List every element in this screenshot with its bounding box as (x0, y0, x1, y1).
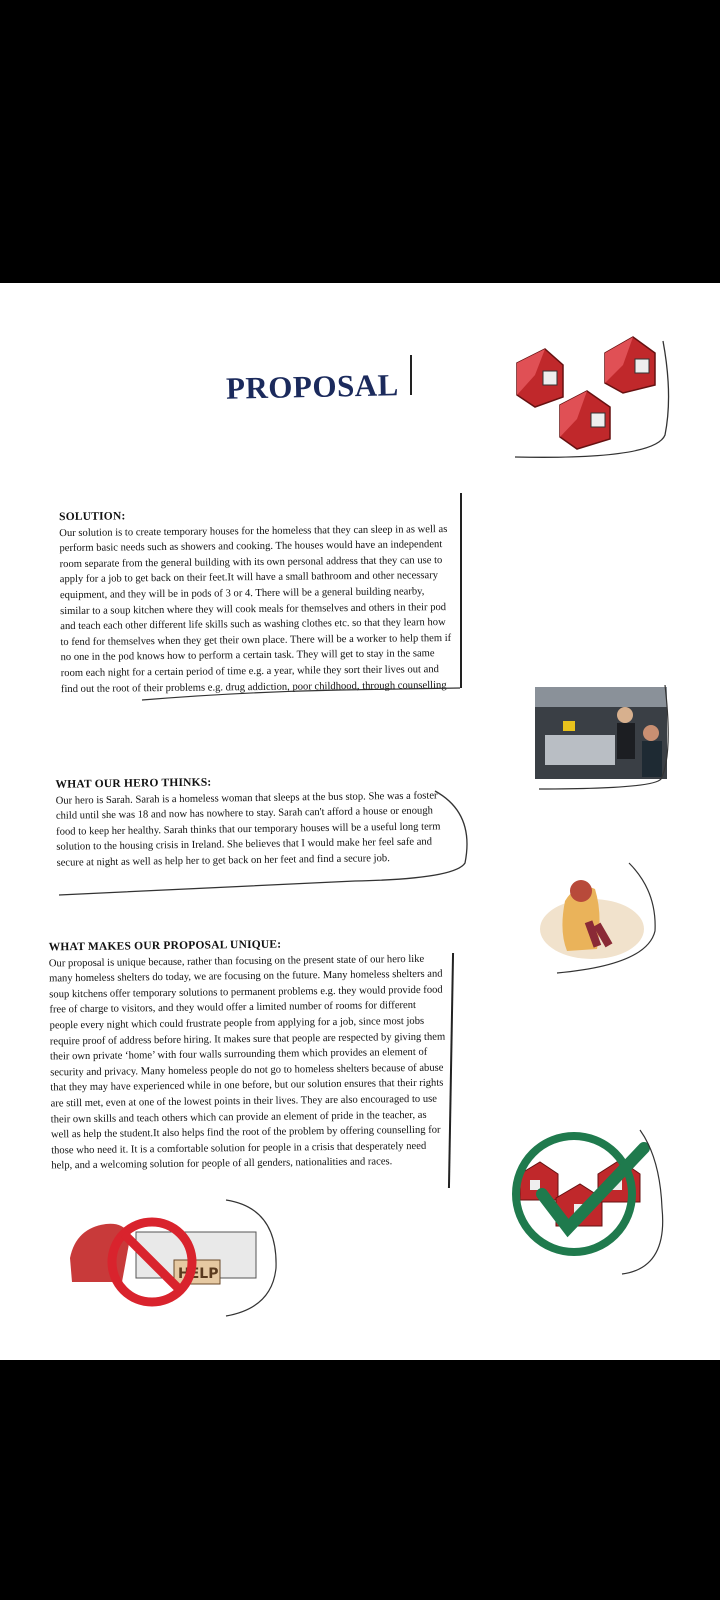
unique-section (49, 936, 448, 1175)
unique-border (448, 953, 454, 1188)
hero-heading: WHAT OUR HERO THINKS: (55, 776, 212, 791)
house-icon-2 (605, 337, 655, 393)
no-begging-illustration (66, 1198, 286, 1323)
houses-illustration (505, 335, 675, 460)
sarah-illustration (537, 861, 672, 986)
unique-heading: WHAT MAKES OUR PROPOSAL UNIQUE: (48, 938, 282, 954)
house-icon-1 (517, 349, 563, 407)
solution-heading: SOLUTION: (59, 510, 126, 524)
document-page (0, 283, 720, 1360)
unique-body: Our proposal is unique because, rather than focusing on the present state of our hero like many homeless shelters do today, we are focusing on the future. Many homeless shelters and soup kitchens offer temporary solutions to permanent problems e.g. they would provide food free of charge to visitors, and they would offer a limited number of rooms for different people every night which could frustrate people from applying for a job, since most jobs require proof of address before hiring. It makes sure that people are respected by giving them their own private ‘home’ with four walls surrounding them which provides an element of security and privacy. Many homeless people do not go to homeless shelters because of abuse that they may have experienced while in one before, but our solution ensures that their rights are still met, even at one of the lowest points in their lives. They are also encouraged to use their own skills and teach others which can provide an element of pride in the teacher, as well as help the student.It also helps find the root of the problem by offering counselling for those who need it. It is a comfortable solution for people in a crisis that desperately need help, and a welcoming solution for people of all genders, nationalities and races. (48, 953, 446, 1172)
house-icon-3 (560, 391, 610, 449)
solution-section (59, 506, 457, 697)
solution-underline (140, 678, 470, 708)
hero-body: Our hero is Sarah. Sarah is a homeless woman that sleeps at the bus stop. She was a foster child until she was 18 and now has nowhere to stay. Sarah can't afford a house or enough food to keep her healthy. Sarah thinks that our temporary houses will be a useful long term solution to the housing crisis in Ireland. She believes that I would make her feel safe and secure at night as well as help her to get back on her feet and find a secure job. (55, 790, 441, 869)
solution-border (460, 493, 462, 688)
soup-kitchen-photo (533, 685, 678, 795)
help-sign-text: HELP (178, 1266, 219, 1282)
page-title: PROPOSAL (225, 367, 400, 406)
hero-border (55, 783, 475, 898)
solution-body: Our solution is to create temporary houses for the homeless that they can sleep in as well as perform basic needs such as showers and cooking. The houses would have an independent room separate from the general building with its own personal address that they can use to apply for a job to get back on their feet.It will have a small bathroom and other necessary equipment, and they will be in pods of 3 or 4. There will be a general building nearby, similar to a soup kitchen where they will cook meals for themselves and others in their pod and teach each other different life skills such as washing clothes etc. so that they learn how to fend for themselves when they get their own place. There will be a worker to help them if no one in the pod knows how to perform a certain task. They will get to stay in the same room each night for a certain period of time e.g. a year, while they sort their lives out and find out the root of their problems e.g. drug addiction, poor childhood, through counselling (59, 523, 452, 695)
approved-houses-illustration (512, 1128, 672, 1278)
title-divider (410, 355, 412, 395)
